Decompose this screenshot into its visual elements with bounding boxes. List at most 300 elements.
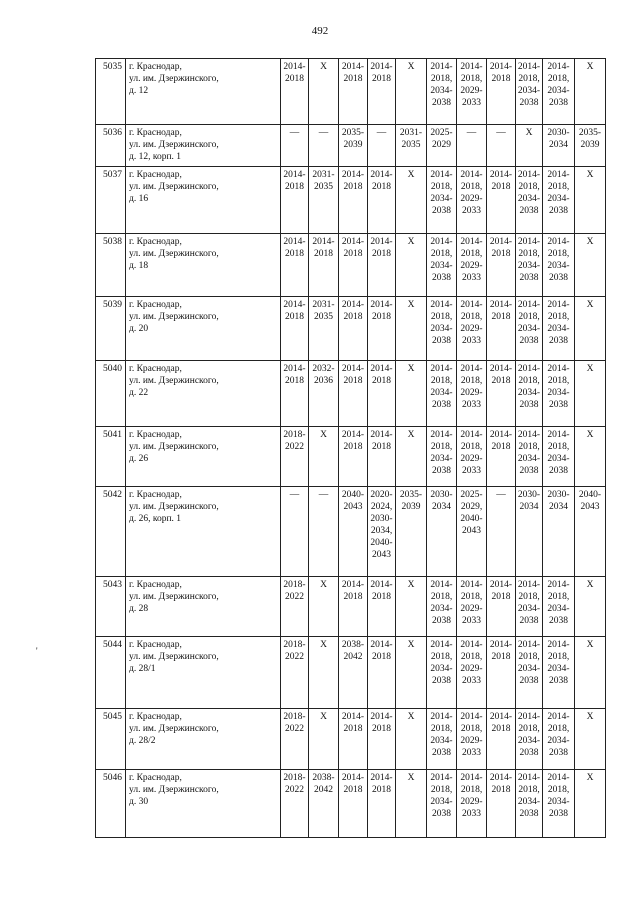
period-line: X (586, 773, 594, 783)
address-cell (126, 234, 281, 297)
address-cell (126, 297, 281, 361)
period-line: 2014- (460, 170, 483, 180)
period-line: 2029- (460, 797, 483, 807)
period-cell (281, 361, 309, 427)
period-line: X (320, 430, 327, 440)
period-cell (575, 427, 606, 487)
period-line: 2039 (401, 502, 421, 512)
period-line: 2018, (460, 724, 483, 734)
period-line: 2014- (283, 237, 306, 247)
address-line: ул. им. Дзержинского, (129, 312, 219, 322)
period-line: 2014- (547, 580, 570, 590)
period-line: X (586, 237, 594, 247)
period-line: 2014- (460, 62, 483, 72)
period-line: 2014- (283, 300, 306, 310)
period-cell (396, 234, 427, 297)
period-line: 2014- (370, 773, 393, 783)
period-line: 2029- (460, 86, 483, 96)
period-line: 2029- (460, 324, 483, 334)
period-line: 2014- (341, 364, 365, 374)
period-cell (427, 770, 457, 838)
period-line: X (586, 712, 594, 722)
period-line: — (496, 128, 506, 138)
address-cell (126, 709, 281, 770)
period-line: — (318, 490, 329, 500)
period-cell (427, 637, 457, 709)
period-line: 2014- (489, 773, 513, 783)
period-line: 2031- (312, 300, 335, 310)
address-line: ул. им. Дзержинского, (129, 442, 219, 452)
period-line: 2014- (547, 773, 570, 783)
period-line: 2014- (547, 300, 570, 310)
period-line: 2014- (430, 300, 453, 310)
period-line: X (407, 170, 415, 180)
period-cell (457, 297, 487, 361)
address-cell (126, 59, 281, 125)
period-cell (281, 770, 309, 838)
period-cell (427, 234, 457, 297)
period-line: 2029- (460, 736, 483, 746)
period-line: — (376, 128, 387, 138)
period-line: 2038 (432, 466, 451, 476)
address-line: г. Краснодар, (129, 580, 182, 590)
address-line: д. 16 (129, 194, 149, 204)
period-cell (368, 637, 396, 709)
period-line: 2014- (517, 773, 541, 783)
period-line: 2029- (460, 388, 483, 398)
address-cell (126, 637, 281, 709)
period-line: 2018, (460, 592, 483, 602)
period-line: 2030- (370, 514, 393, 524)
row-number: 5037 (96, 167, 126, 234)
address-line: г. Краснодар, (129, 490, 182, 500)
period-line: 2018, (518, 592, 540, 602)
period-line: 2034- (517, 797, 541, 807)
period-line: 2018, (460, 249, 483, 259)
period-line: 2014- (517, 712, 541, 722)
address-cell (126, 167, 281, 234)
period-line: 2034- (517, 388, 541, 398)
period-line: 2018 (491, 724, 511, 734)
period-cell (368, 59, 396, 125)
period-cell (339, 427, 368, 487)
period-line: 2018 (372, 249, 391, 259)
period-line: 2014- (489, 237, 513, 247)
period-cell (487, 577, 516, 637)
period-line: X (320, 62, 327, 72)
period-line: 2029- (460, 261, 483, 271)
period-line: 2018- (283, 712, 306, 722)
period-cell (457, 487, 487, 577)
period-line: 2032- (312, 364, 335, 374)
address-line: г. Краснодар, (129, 170, 182, 180)
period-cell (339, 577, 368, 637)
period-line: 2014- (430, 237, 453, 247)
period-line: — (496, 490, 506, 500)
period-line: 2014- (341, 773, 365, 783)
period-line: 2033 (462, 616, 481, 626)
period-line: 2022 (285, 724, 304, 734)
period-line: 2034- (547, 194, 570, 204)
period-line: 2014- (341, 712, 365, 722)
table-row (96, 637, 606, 709)
period-cell (457, 427, 487, 487)
period-line: 2029- (460, 604, 483, 614)
period-line: 2014- (430, 170, 453, 180)
period-line: 2018 (343, 312, 363, 322)
table-row (96, 361, 606, 427)
period-line: 2038 (432, 748, 451, 758)
period-line: 2018 (285, 182, 304, 192)
period-cell (487, 297, 516, 361)
period-line: 2034- (547, 797, 570, 807)
period-cell (309, 125, 339, 167)
period-line: 2014- (370, 364, 393, 374)
period-line: 2014- (517, 62, 541, 72)
period-line: 2018, (430, 182, 453, 192)
period-cell (396, 427, 427, 487)
period-cell (487, 487, 516, 577)
period-line: 2029 (432, 140, 451, 150)
period-line: X (586, 300, 594, 310)
address-line: д. 18 (129, 261, 149, 271)
period-line: 2014- (489, 300, 513, 310)
period-line: 2034- (547, 388, 570, 398)
period-line: 2033 (462, 400, 481, 410)
period-cell (368, 487, 396, 577)
period-line: 2018 (491, 652, 511, 662)
period-line: 2018, (547, 249, 570, 259)
period-cell (457, 770, 487, 838)
period-line: 2014- (341, 62, 365, 72)
period-line: 2014- (517, 430, 541, 440)
period-line: X (586, 430, 594, 440)
period-line: 2038 (432, 336, 451, 346)
period-cell (457, 577, 487, 637)
period-line: 2034- (547, 736, 570, 746)
period-line: 2014- (460, 640, 483, 650)
address-line: г. Краснодар, (129, 62, 182, 72)
period-line: 2022 (285, 785, 304, 795)
period-line: 2018, (547, 312, 570, 322)
address-line: ул. им. Дзержинского, (129, 502, 219, 512)
period-line: 2014- (517, 640, 541, 650)
period-line: 2018, (430, 724, 453, 734)
period-line: 2014- (489, 364, 513, 374)
period-cell (427, 709, 457, 770)
period-line: 2014- (460, 712, 483, 722)
address-line: г. Краснодар, (129, 640, 182, 650)
period-line: 2018, (460, 442, 483, 452)
table-row (96, 709, 606, 770)
address-line: ул. им. Дзержинского, (129, 74, 219, 84)
period-line: X (586, 364, 594, 374)
period-line: 2034 (519, 502, 539, 512)
period-line: — (466, 128, 477, 138)
period-cell (543, 709, 575, 770)
address-line: ул. им. Дзержинского, (129, 592, 219, 602)
period-cell (396, 297, 427, 361)
period-line: 2038 (549, 676, 568, 686)
period-line: 2018 (314, 249, 333, 259)
period-cell (575, 361, 606, 427)
address-line: г. Краснодар, (129, 430, 182, 440)
period-line: X (320, 640, 327, 650)
period-line: 2018, (547, 376, 570, 386)
table-row (96, 577, 606, 637)
table-row (96, 125, 606, 167)
period-line: 2033 (462, 748, 481, 758)
period-line: 2018 (491, 74, 511, 84)
address-line: д. 28/2 (129, 736, 156, 746)
period-line: 2034- (430, 797, 453, 807)
period-line: 2040- (341, 490, 365, 500)
period-cell (368, 297, 396, 361)
period-cell (516, 709, 543, 770)
period-line: 2038 (519, 676, 539, 686)
period-cell (575, 577, 606, 637)
period-cell (575, 125, 606, 167)
period-line: 2014- (547, 430, 570, 440)
period-line: — (289, 128, 300, 138)
period-line: 2014- (547, 364, 570, 374)
period-line: 2018, (547, 442, 570, 452)
period-line: 2018 (343, 592, 363, 602)
period-cell (575, 487, 606, 577)
table-row (96, 487, 606, 577)
table-row (96, 770, 606, 838)
period-line: 2014- (370, 237, 393, 247)
period-line: 2014- (341, 300, 365, 310)
period-line: 2034- (430, 261, 453, 271)
period-cell (543, 577, 575, 637)
period-cell (339, 361, 368, 427)
period-line: 2018, (430, 592, 453, 602)
period-line: 2038 (432, 400, 451, 410)
period-cell (339, 637, 368, 709)
period-line: 2014- (341, 237, 365, 247)
period-line: 2014- (517, 170, 541, 180)
period-cell (339, 297, 368, 361)
period-line: 2014- (489, 430, 513, 440)
period-cell (427, 427, 457, 487)
period-line: 2018, (430, 74, 453, 84)
period-line: — (318, 128, 329, 138)
period-cell (339, 770, 368, 838)
period-cell (368, 709, 396, 770)
period-line: 2038 (519, 400, 539, 410)
period-line: 2034- (430, 664, 453, 674)
period-line: 2038 (519, 616, 539, 626)
period-line: 2035 (401, 140, 421, 150)
period-line: 2030- (430, 490, 453, 500)
period-line: 2014- (547, 640, 570, 650)
address-line: ул. им. Дзержинского, (129, 140, 219, 150)
period-line: 2022 (285, 652, 304, 662)
address-line: д. 28/1 (129, 664, 156, 674)
period-cell (309, 770, 339, 838)
period-cell (309, 427, 339, 487)
address-cell (126, 125, 281, 167)
period-cell (281, 125, 309, 167)
row-number: 5043 (96, 577, 126, 637)
period-cell (309, 297, 339, 361)
address-line: д. 20 (129, 324, 149, 334)
period-line: X (586, 170, 594, 180)
period-line: 2034- (547, 454, 570, 464)
period-cell (368, 361, 396, 427)
period-line: 2018, (430, 785, 453, 795)
period-line: 2034- (517, 736, 541, 746)
period-cell (309, 234, 339, 297)
period-line: 2014- (370, 712, 393, 722)
period-cell (516, 577, 543, 637)
address-cell (126, 577, 281, 637)
period-line: 2014- (489, 170, 513, 180)
table-row (96, 167, 606, 234)
address-cell (126, 427, 281, 487)
period-cell (281, 59, 309, 125)
address-line: г. Краснодар, (129, 364, 182, 374)
period-line: 2033 (462, 336, 481, 346)
period-line: 2034- (430, 86, 453, 96)
address-line: ул. им. Дзержинского, (129, 376, 219, 386)
period-cell (457, 637, 487, 709)
period-line: 2043 (580, 502, 600, 512)
period-line: X (407, 300, 415, 310)
period-line: 2018- (283, 430, 306, 440)
period-cell (368, 770, 396, 838)
period-cell (487, 361, 516, 427)
period-line: 2018, (547, 724, 570, 734)
address-line: ул. им. Дзержинского, (129, 652, 219, 662)
period-line: 2018 (343, 442, 363, 452)
period-line: 2038 (549, 616, 568, 626)
period-cell (575, 637, 606, 709)
period-line: 2035 (314, 182, 333, 192)
period-cell (368, 125, 396, 167)
period-line: 2038 (519, 748, 539, 758)
period-cell (427, 297, 457, 361)
period-line: 2018, (547, 74, 570, 84)
period-line: 2014- (283, 62, 306, 72)
period-line: 2018 (285, 312, 304, 322)
address-line: д. 26 (129, 454, 149, 464)
period-cell (457, 167, 487, 234)
period-cell (396, 361, 427, 427)
period-cell (543, 770, 575, 838)
period-line: 2039 (343, 140, 363, 150)
period-line: 2018 (343, 376, 363, 386)
period-line: 2040- (460, 514, 483, 524)
period-line: 2014- (341, 580, 365, 590)
period-line: 2039 (580, 140, 600, 150)
period-line: 2014- (489, 712, 513, 722)
period-line: 2020- (370, 490, 393, 500)
period-line: 2014- (547, 237, 570, 247)
period-line: 2038 (519, 809, 539, 819)
period-line: 2029- (460, 664, 483, 674)
period-cell (457, 234, 487, 297)
period-line: 2025- (430, 128, 453, 138)
period-cell (543, 59, 575, 125)
period-line: 2038 (549, 748, 568, 758)
period-line: X (407, 364, 415, 374)
row-number: 5036 (96, 125, 126, 167)
schedule-table (95, 58, 606, 838)
period-cell (487, 709, 516, 770)
period-line: 2022 (285, 592, 304, 602)
period-line: 2040- (578, 490, 602, 500)
page-number: 492 (311, 25, 329, 37)
row-number: 5045 (96, 709, 126, 770)
period-line: 2018 (372, 592, 391, 602)
period-line: 2038 (519, 336, 539, 346)
period-line: 2035- (341, 128, 365, 138)
period-line: 2038 (519, 98, 539, 108)
address-line: ул. им. Дзержинского, (129, 249, 219, 259)
period-cell (487, 637, 516, 709)
period-cell (368, 427, 396, 487)
period-line: 2042 (343, 652, 363, 662)
address-line: г. Краснодар, (129, 237, 182, 247)
period-line: 2043 (462, 526, 481, 536)
period-line: 2018 (372, 376, 391, 386)
period-line: 2038 (432, 98, 451, 108)
period-cell (396, 125, 427, 167)
period-line: 2014- (341, 170, 365, 180)
period-line: 2034- (430, 324, 453, 334)
period-line: 2018, (518, 74, 540, 84)
period-line: 2038 (549, 809, 568, 819)
period-line: 2029- (460, 194, 483, 204)
period-line: 2022 (285, 442, 304, 452)
period-line: 2034- (547, 604, 570, 614)
period-line: 2014- (370, 300, 393, 310)
period-line: 2018, (430, 442, 453, 452)
period-cell (427, 125, 457, 167)
period-line: X (407, 430, 415, 440)
address-line: г. Краснодар, (129, 300, 182, 310)
period-line: 2043 (372, 550, 391, 560)
period-line: 2034- (517, 454, 541, 464)
period-line: X (407, 62, 415, 72)
period-cell (309, 487, 339, 577)
period-line: 2031- (312, 170, 335, 180)
period-cell (396, 709, 427, 770)
address-cell (126, 361, 281, 427)
period-cell (543, 167, 575, 234)
address-line: д. 12 (129, 86, 149, 96)
period-cell (575, 234, 606, 297)
period-line: 2034- (517, 194, 541, 204)
period-cell (457, 361, 487, 427)
address-line: г. Краснодар, (129, 712, 182, 722)
period-line: 2018, (460, 312, 483, 322)
period-line: 2014- (547, 62, 570, 72)
period-line: 2035- (399, 490, 423, 500)
period-cell (427, 361, 457, 427)
period-line: 2038 (432, 809, 451, 819)
period-line: 2014- (460, 773, 483, 783)
address-line: д. 30 (129, 797, 149, 807)
period-line: 2034- (517, 324, 541, 334)
period-line: 2018, (547, 182, 570, 192)
period-cell (396, 59, 427, 125)
period-line: 2018 (343, 785, 363, 795)
period-line: 2014- (430, 773, 453, 783)
period-line: 2038 (519, 206, 539, 216)
